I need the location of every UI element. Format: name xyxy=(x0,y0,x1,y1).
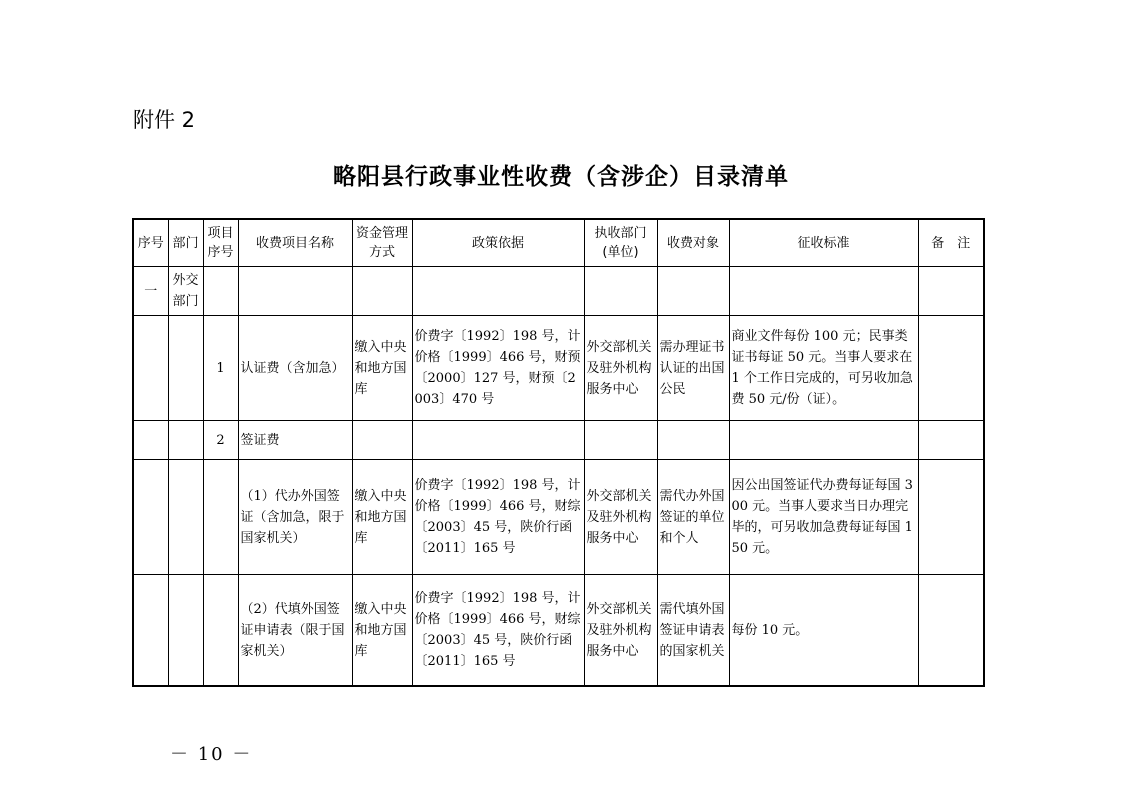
cell-seq xyxy=(133,460,168,575)
cell-seq xyxy=(133,316,168,421)
cell-seq: 一 xyxy=(133,267,168,316)
cell-item-name: （2）代填外国签证申请表（限于国家机关） xyxy=(238,575,352,687)
table-row xyxy=(133,421,984,460)
header-standard: 征收标准 xyxy=(729,219,918,267)
cell-standard: 商业文件每份 100 元；民事类证书每证 50 元。当事人要求在 1 个工作日完成的，可另收加急费 50 元/份（证）。 xyxy=(729,316,918,421)
cell-target xyxy=(657,267,729,316)
attachment-label: 附件 2 xyxy=(133,108,196,132)
cell-item-seq xyxy=(203,460,238,575)
table-row xyxy=(133,575,984,687)
cell-remark xyxy=(918,421,984,460)
header-seq: 序号 xyxy=(133,219,168,267)
cell-item-seq xyxy=(203,575,238,687)
cell-item-name: （1）代办外国签证（含加急，限于国家机关） xyxy=(238,460,352,575)
header-fund-mgmt: 资金管理方式 xyxy=(352,219,412,267)
cell-fund-mgmt: 缴入中央和地方国库 xyxy=(352,575,412,687)
cell-fund-mgmt: 缴入中央和地方国库 xyxy=(352,460,412,575)
cell-item-seq xyxy=(203,267,238,316)
cell-target: 需代填外国签证申请表的国家机关 xyxy=(657,575,729,687)
cell-policy xyxy=(412,267,584,316)
cell-item-name xyxy=(238,267,352,316)
cell-seq xyxy=(133,421,168,460)
cell-seq xyxy=(133,575,168,687)
header-item-name: 收费项目名称 xyxy=(238,219,352,267)
cell-item-seq: 2 xyxy=(203,421,238,460)
cell-target: 需办理证书认证的出国公民 xyxy=(657,316,729,421)
cell-item-name: 签证费 xyxy=(238,421,352,460)
cell-remark xyxy=(918,267,984,316)
document-title: 略阳县行政事业性收费（含涉企）目录清单 xyxy=(333,163,789,190)
cell-fund-mgmt xyxy=(352,421,412,460)
cell-remark xyxy=(918,460,984,575)
cell-item-name: 认证费（含加急） xyxy=(238,316,352,421)
cell-dept xyxy=(168,575,203,687)
header-item-seq: 项目序号 xyxy=(203,219,238,267)
cell-policy xyxy=(412,421,584,460)
cell-dept xyxy=(168,316,203,421)
header-dept: 部门 xyxy=(168,219,203,267)
cell-policy: 价费字〔1992〕198 号，计价格〔1999〕466 号，财综〔2003〕45 号，陕价行函〔2011〕165 号 xyxy=(412,460,584,575)
cell-collector: 外交部机关及驻外机构服务中心 xyxy=(584,460,657,575)
cell-collector xyxy=(584,267,657,316)
header-target: 收费对象 xyxy=(657,219,729,267)
cell-dept xyxy=(168,460,203,575)
cell-collector xyxy=(584,421,657,460)
cell-standard xyxy=(729,421,918,460)
header-collector: 执收部门(单位) xyxy=(584,219,657,267)
cell-fund-mgmt xyxy=(352,267,412,316)
cell-standard xyxy=(729,267,918,316)
cell-target: 需代办外国签证的单位和个人 xyxy=(657,460,729,575)
table-row xyxy=(133,316,984,421)
cell-standard: 每份 10 元。 xyxy=(729,575,918,687)
cell-standard: 因公出国签证代办费每证每国 300 元。当事人要求当日办理完毕的，可另收加急费每证每国 150 元。 xyxy=(729,460,918,575)
cell-dept xyxy=(168,421,203,460)
fee-catalog-table xyxy=(132,218,985,687)
cell-target xyxy=(657,421,729,460)
cell-dept: 外交部门 xyxy=(168,267,203,316)
cell-policy: 价费字〔1992〕198 号，计价格〔1999〕466 号，财综〔2003〕45 号，陕价行函〔2011〕165 号 xyxy=(412,575,584,687)
page-number: － 10 － xyxy=(170,744,253,765)
cell-fund-mgmt: 缴入中央和地方国库 xyxy=(352,316,412,421)
table-row xyxy=(133,460,984,575)
cell-collector: 外交部机关及驻外机构服务中心 xyxy=(584,575,657,687)
cell-policy: 价费字〔1992〕198 号，计价格〔1999〕466 号，财预〔2000〕127 号，财预〔2003〕470 号 xyxy=(412,316,584,421)
table-row xyxy=(133,267,984,316)
cell-remark xyxy=(918,316,984,421)
header-remark: 备 注 xyxy=(918,219,984,267)
cell-remark xyxy=(918,575,984,687)
header-policy: 政策依据 xyxy=(412,219,584,267)
cell-item-seq: 1 xyxy=(203,316,238,421)
table-header-row xyxy=(133,219,984,267)
cell-collector: 外交部机关及驻外机构服务中心 xyxy=(584,316,657,421)
